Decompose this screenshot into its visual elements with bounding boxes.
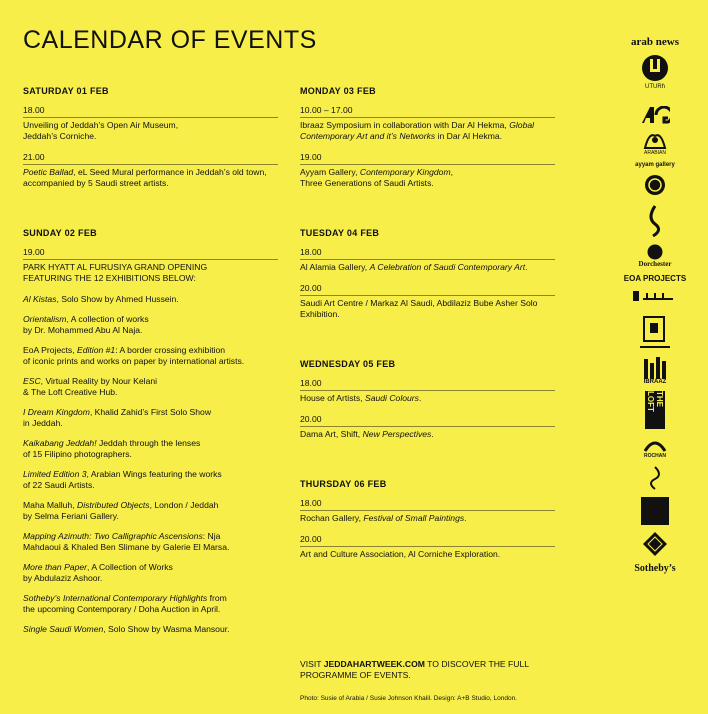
exhibition-item: Sotheby’s International Contemporary Highlights from the upcoming Contemporary / Doha Auction in April. — [23, 593, 227, 614]
event-time: 20.00 — [300, 414, 555, 427]
event-time: 18.00 — [300, 247, 555, 260]
ibraaz-logo: IBRAAZ — [620, 357, 690, 385]
visit-footer — [300, 659, 570, 681]
rochan-logo: ROCHAN — [620, 435, 690, 459]
website-link[interactable]: JEDDAHARTWEEK.COM — [323, 659, 425, 669]
day-heading: WEDNESDAY 05 FEB — [300, 359, 396, 369]
visit-suffix: TO DISCOVER THE FULL PROGRAMME OF EVENTS. — [300, 659, 529, 680]
day-spacer — [300, 330, 555, 359]
event-time: 18.00 — [300, 498, 555, 511]
event-description: Unveiling of Jeddah’s Open Air Museum, Jeddah’s Corniche. — [23, 120, 179, 141]
event-description: Al Alamia Gallery, A Celebration of Saudi Contemporary Art. — [300, 262, 528, 272]
exhibition-item: Single Saudi Women, Solo Show by Wasma Mansour. — [23, 624, 230, 634]
event-description: Saudi Art Centre / Markaz Al Saudi, Abdilaziz Bube Asher Solo Exhibition. — [300, 298, 538, 319]
exhibition-item: Maha Malluh, Distributed Objects, London / Jeddah by Selma Feriani Gallery. — [23, 500, 219, 521]
dorchester-logo: Dorchester — [620, 244, 690, 268]
sothebys-logo: Sotheby’s — [634, 563, 676, 574]
event-description: PARK HYATT AL FURUSIYA GRAND OPENING FEATURING THE 12 EXHIBITIONS BELOW: — [23, 262, 208, 283]
event-time: 18.00 — [23, 105, 278, 118]
event-description: Poetic Ballad, eL Seed Mural performance in Jeddah’s old town, accompanied by 5 Saudi street artists. — [23, 167, 267, 188]
day-heading: SATURDAY 01 FEB — [23, 86, 109, 96]
eoa-projects-logo: EOA PROJECTS — [623, 274, 687, 283]
event-time: 20.00 — [300, 534, 555, 547]
exhibition-item: Orientalism, A collection of works by Dr. Mohammed Abu Al Naja. — [23, 314, 149, 335]
day-heading: MONDAY 03 FEB — [300, 86, 376, 96]
day-heading: SUNDAY 02 FEB — [23, 228, 97, 238]
exhibition-item: Limited Edition 3, Arabian Wings featuring the works of 22 Saudi Artists. — [23, 469, 222, 490]
event-description: Ibraaz Symposium in collaboration with Dar Al Hekma, Global Contemporary Art and it’s Networks in Dar Al Hekma. — [300, 120, 535, 141]
day-spacer — [300, 450, 555, 479]
event-description: Ayyam Gallery, Contemporary Kingdom, Three Generations of Saudi Artists. — [300, 167, 454, 188]
event-time: 21.00 — [23, 152, 278, 165]
event-description: House of Artists, Saudi Colours. — [300, 393, 422, 403]
day-heading: THURSDAY 06 FEB — [300, 479, 387, 489]
event-time: 19.00 — [300, 152, 555, 165]
visit-prefix: VISIT — [300, 659, 324, 669]
event-time: 19.00 — [23, 247, 278, 260]
exhibition-item: More than Paper, A Collection of Works by Abdulaziz Ashoor. — [23, 562, 173, 583]
arab-news-logo: arab news — [631, 36, 679, 48]
exhibition-item: Al Kistas, Solo Show by Ahmed Hussein. — [23, 294, 179, 304]
event-description: Rochan Gallery, Festival of Small Paintings. — [300, 513, 467, 523]
arabian-logo: ARABIAN — [620, 130, 690, 156]
event-time: 18.00 — [300, 378, 555, 391]
house-of-artists-logo — [620, 311, 690, 351]
calligraphy-logo — [620, 204, 690, 238]
exhibition-item: ESC, Virtual Reality by Nour Kelani & The Loft Creative Hub. — [23, 376, 158, 397]
event-time: 10.00 – 17.00 — [300, 105, 555, 118]
sponsor-logos — [620, 36, 690, 580]
day-spacer — [300, 199, 555, 228]
exhibition-item: Mapping Azimuth: Two Calligraphic Ascensions: Nja Mahdaoui & Khaled Ben Slimane by Galerie El Marsa. — [23, 531, 230, 552]
right-column — [300, 86, 555, 570]
day-heading: TUESDAY 04 FEB — [300, 228, 380, 238]
ag-logo — [620, 106, 690, 124]
day-spacer — [23, 199, 278, 228]
arabic-script-logo — [620, 289, 690, 303]
event-description: Art and Culture Association, Al Corniche Exploration. — [300, 549, 501, 559]
photo-credit: Photo: Susie of Arabia / Susie Johnson Khalil. Design: A+B Studio, London. — [300, 695, 517, 702]
geometric-logo — [620, 531, 690, 557]
emblem-logo — [620, 174, 690, 196]
exhibition-item: Kaikabang Jeddah! Jeddah through the lenses of 15 Filipino photographers. — [23, 438, 201, 459]
left-column — [23, 86, 278, 644]
ayyam-gallery-logo: ayyam gallery — [635, 162, 675, 168]
exhibition-item: EoA Projects, Edition #1: A border crossing exhibition of iconic prints and works on paper by international artists. — [23, 345, 245, 366]
utureh-logo: UTURɦ — [620, 54, 690, 90]
black-square-logo — [620, 497, 690, 525]
page-title: CALENDAR OF EVENTS — [23, 26, 317, 54]
signature-logo — [620, 465, 690, 491]
event-description: Dama Art, Shift, New Perspectives. — [300, 429, 434, 439]
the-loft-logo: THE LOFT — [620, 391, 690, 429]
event-time: 20.00 — [300, 283, 555, 296]
exhibition-item: I Dream Kingdom, Khalid Zahid’s First Solo Show in Jeddah. — [23, 407, 212, 428]
